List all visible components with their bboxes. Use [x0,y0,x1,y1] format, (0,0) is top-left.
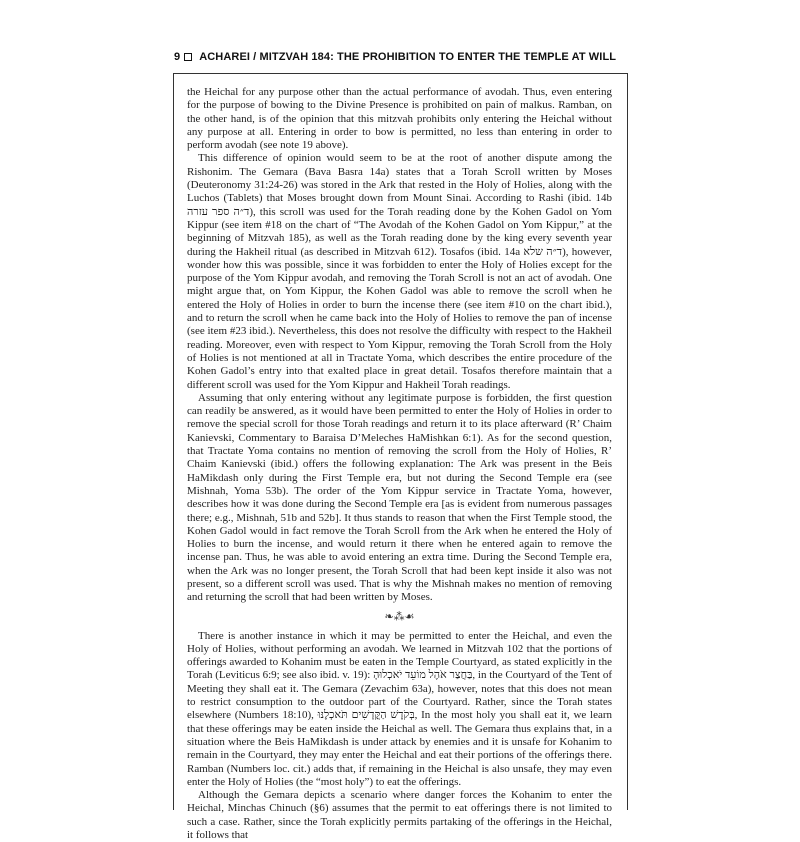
page-number: 9 [174,51,181,63]
running-header-title: ACHAREI / MITZVAH 184: THE PROHIBITION TO ENTER THE TEMPLE AT WILL [199,51,617,63]
paragraph: There is another instance in which it may be permitted to enter the Heichal, and even the Holy of Holies, without performing an avodah. We learned in Mitzvah 102 that the portions of offerings awarded to Kohanim must be eaten in the Temple Courtyard, as stated explicitly in the Torah (Leviticus 6:9; see also ibid. v. 19): בַּחֲצַר אֹהֶל מוֹעֵד יֹאכְלוּהָ, in the Courtyard of the Tent of Meeting they shall eat it. The Gemara (Zevachim 63a), however, notes that this does not mean to restrict consumption to the outdoor part of the Courtyard. Rather, since the Torah states elsewhere (Numbers 18:10), בְּקֹדֶשׁ הַקֳּדָשִׁים תֹּאכְלֶנּוּ, In the most holy you shall eat it, we learn that these offerings may be eaten inside the Heichal as well. The Gemara thus explains that, in a situation where the Beis HaMikdash is under attack by enemies and it is unsafe for Kohanim to remain in the Courtyard, they may enter the Heichal and eat their portions of the offerings there. Ramban (Numbers loc. cit.) adds that, if remaining in the Heichal is also unsafe, they may even enter the Holy of Holies (the “most holy”) to eat the offerings. [187,629,612,788]
paragraph: This difference of opinion would seem to be at the root of another dispute among the Rishonim. The Gemara (Bava Basra 14a) states that a Torah Scroll written by Moses (Deuteronomy 31:24-26) was stored in the Ark that rested in the Holy of Holies, along with the Luchos (Tablets) that Moses brought down from Mount Sinai. According to Rashi (ibid. 14b ד״ה ספר עזרה), this scroll was used for the Torah reading done by the Kohen Gadol on Yom Kippur (see item #18 on the chart of “The Avodah of the Kohen Gadol on Yom Kippur,” at the beginning of Mitzvah 185), as well as the Torah reading done by the king every seventh year during the Hakheil ritual (as described in Mitzvah 612). Tosafos (ibid. 14a ד״ה שלא), however, wonder how this was possible, since it was forbidden to enter the Holy of Holies except for the purpose of the Yom Kippur avodah, and removing the Torah Scroll is not an act of avodah. One might argue that, on Yom Kippur, the Kohen Gadol was able to remove the scroll when he entered the Holy of Holies in order to burn the incense there (see item #10 on the chart ibid.), and to return the scroll when he came back into the Holy of Holies to remove the pan of incense (see item #23 ibid.). Nevertheless, this does not resolve the difficulty with respect to the Hakheil reading. Moreover, even with respect to Yom Kippur, removing the Torah Scroll from the Holy of Holies is not mentioned at all in Tractate Yoma, which describes the entire procedure of the Kohen Gadol’s entry into that exalted place in great detail. Tosafos therefore maintain that a different scroll was used for the Yom Kippur and Hakheil Torah readings. [187,152,612,391]
paragraph: Assuming that only entering without any legitimate purpose is forbidden, the first question can readily be answered, as it would have been permitted to enter the Holy of Holies in order to remove the special scroll for those Torah readings and return it to its place afterward (R’ Chaim Kanievski, Commentary to Baraisa D’Meleches HaMishkan 6:1). As for the second question, that Tractate Yoma contains no mention of removing the scroll from the Holy of Holies, R’ Chaim Kanievski (ibid.) offers the following explanation: The Ark was present in the Beis HaMikdash only during the First Temple era, but not during the Second Temple era (see Mishnah, Yoma 53b). The order of the Yom Kippur service in Tractate Yoma, however, describes how it was done during the Second Temple era [as is evident from numerous passages there; e.g., Mishnah, 51b and 52b]. It thus stands to reason that when the First Temple stood, the Kohen Gadol would in fact remove the Torah Scroll from the Ark when he entered the Holy of Holies to burn the incense, and would return it there when he entered again to remove the incense pan. Thus, he was able to avoid entering an extra time. During the Second Temple era, when the Ark was no longer present, the Torah Scroll that had been kept inside it also was not present, so a different scroll was used. That is why the Mishnah makes no mention of removing and returning the scroll that had been written by Moses. [187,391,612,604]
body-text [187,86,612,842]
paragraph: the Heichal for any purpose other than the actual performance of avodah. Thus, even entering for the purpose of bowing to the Divine Presence is prohibited on pain of malkus. Ramban, on the other hand, is of the opinion that this mitzvah prohibits only entering the Heichal without any purpose at all. Entering in order to bow is permitted, no less than entering in order to perform avodah (see note 19 above). [187,86,612,152]
section-divider-ornament-icon: ❧⁂☙ [384,610,415,623]
running-header [174,51,634,63]
square-bullet-icon [184,53,192,61]
paragraph: Although the Gemara depicts a scenario where danger forces the Kohanim to enter the Heichal, Minchas Chinuch (§6) assumes that the permit to eat offerings there is not limited to such a case. Rather, since the Torah explicitly permits partaking of the offerings in the Heichal, it follows that [187,789,612,842]
